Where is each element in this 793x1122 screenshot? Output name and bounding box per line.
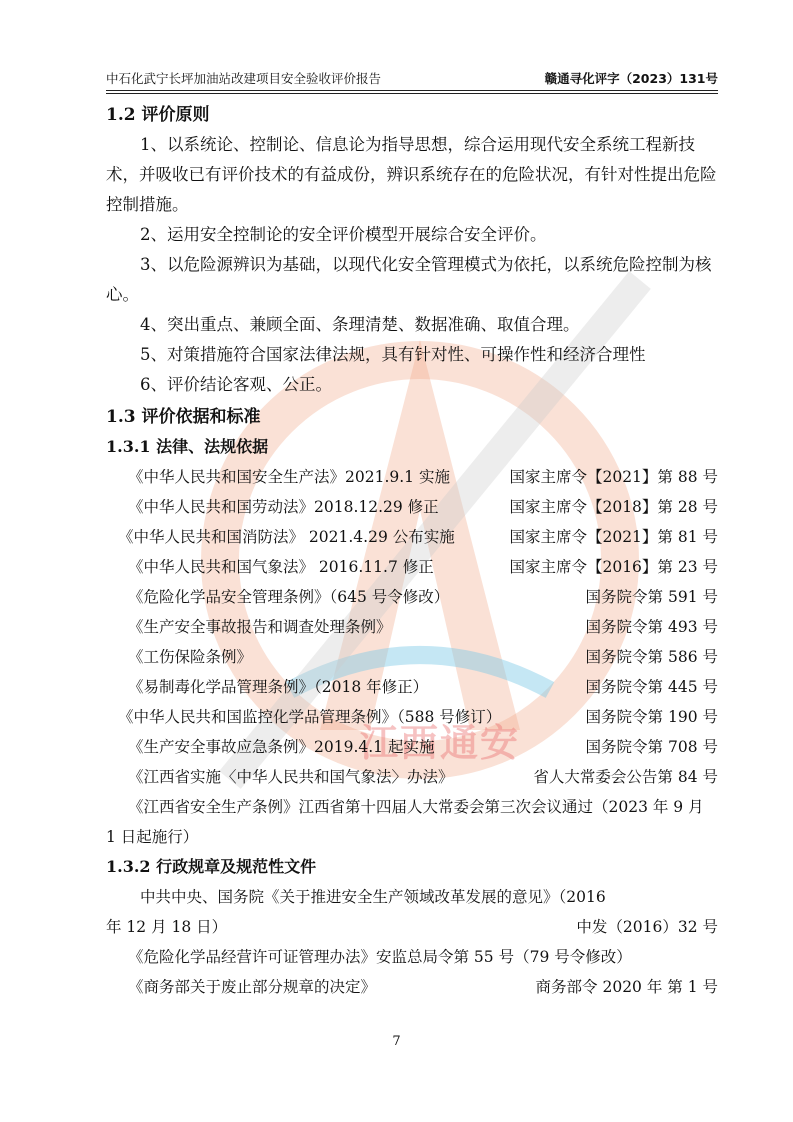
law-name: 《危险化学品安全管理条例》（645 号令修改） (128, 588, 450, 606)
principle-4: 4、突出重点、兼顾全面、条理清楚、数据准确、取值合理。 (140, 315, 580, 334)
principle-3: 3、以危险源辨识为基础，以现代化安全管理模式为依托，以系统危险控制为核心。 (106, 255, 712, 304)
regulation-item-continuation (106, 912, 718, 942)
law-reference: 国务院令第 190 号 (585, 708, 718, 726)
law-name: 《江西省实施〈中华人民共和国气象法〉办法》 (128, 768, 454, 786)
law-name: 《工伤保险条例》 (128, 648, 253, 666)
section-1-3-heading: 1.3 评价依据和标准 (106, 407, 261, 427)
law-reference: 国务院令第 708 号 (585, 738, 718, 756)
header-document-number: 赣通寻化评字（2023）131号 (544, 71, 718, 86)
principle-6: 6、评价结论客观、公正。 (140, 375, 332, 394)
law-reference: 国务院令第 586 号 (585, 648, 718, 666)
regulation-item (106, 942, 718, 972)
regulation-date: 年 12 月 18 日） (106, 918, 228, 936)
regulation-item (106, 972, 718, 1002)
watermark-text: 江西通安 (360, 721, 521, 765)
header-rule (106, 93, 718, 94)
law-name: 《生产安全事故应急条例》2019.4.1 起实施 (128, 738, 435, 756)
principle-5: 5、对策措施符合国家法律法规，具有针对性、可操作性和经济合理性 (140, 345, 646, 364)
regulation-reference: 中发（2016）32 号 (576, 918, 718, 936)
page-header (106, 70, 718, 91)
law-item (106, 732, 718, 762)
law-reference: 国务院令第 493 号 (585, 618, 718, 636)
law-item (106, 672, 718, 702)
regulation-name: 《商务部关于废止部分规章的决定》 (128, 978, 377, 996)
section-1-3-2-heading: 1.3.2 行政规章及规范性文件 (106, 857, 317, 876)
law-item (106, 582, 718, 612)
law-item-wrapped: 《江西省安全生产条例》江西省第十四届人大常委会第三次会议通过（2023 年 9 月 1 日起施行） (106, 798, 704, 846)
law-reference: 国家主席令【2016】第 23 号 (509, 558, 718, 576)
law-name: 《中华人民共和国监控化学品管理条例》（588 号修订） (118, 708, 502, 726)
law-item (106, 702, 718, 732)
law-reference: 国务院令第 445 号 (585, 678, 718, 696)
law-reference: 国家主席令【2018】第 28 号 (509, 498, 718, 516)
law-item (106, 762, 718, 792)
principle-1: 1、以系统论、控制论、信息论为指导思想，综合运用现代安全系统工程新技术，并吸收已有评价技术的有益成份，辨识系统存在的危险状况，有针对性提出危险控制措施。 (106, 135, 717, 214)
law-name: 《中华人民共和国劳动法》2018.12.29 修正 (128, 498, 439, 516)
document-body (106, 98, 718, 1002)
regulation-item-text: 中共中央、国务院《关于推进安全生产领域改革发展的意见》（2016 (140, 888, 606, 906)
regulation-name: 《危险化学品经营许可证管理办法》安监总局令第 55 号（79 号令修改） (128, 948, 632, 966)
section-1-3-1-heading: 1.3.1 法律、法规依据 (106, 437, 269, 456)
regulation-reference: 商务部令 2020 年 第 1 号 (535, 978, 718, 996)
section-1-2-heading: 1.2 评价原则 (106, 105, 210, 125)
principle-2: 2、运用安全控制论的安全评价模型开展综合安全评价。 (140, 225, 547, 244)
page-number: 7 (392, 1034, 401, 1049)
law-item (106, 552, 718, 582)
law-item (106, 612, 718, 642)
law-reference: 国务院令第 591 号 (585, 588, 718, 606)
law-reference: 国家主席令【2021】第 81 号 (509, 528, 718, 546)
law-name: 《生产安全事故报告和调查处理条例》 (128, 618, 392, 636)
law-item (106, 462, 718, 492)
law-name: 《易制毒化学品管理条例》（2018 年修正） (128, 678, 429, 696)
law-reference: 国家主席令【2021】第 88 号 (509, 468, 718, 486)
law-name: 《中华人民共和国安全生产法》2021.9.1 实施 (128, 468, 450, 486)
law-item (106, 492, 718, 522)
law-item (106, 642, 718, 672)
law-item (106, 522, 718, 552)
law-name: 《中华人民共和国气象法》 2016.11.7 修正 (128, 558, 434, 576)
header-report-title: 中石化武宁长坪加油站改建项目安全验收评价报告 (106, 71, 382, 86)
law-name: 《中华人民共和国消防法》 2021.4.29 公布实施 (118, 528, 455, 546)
law-reference: 省人大常委会公告第 84 号 (533, 768, 718, 786)
